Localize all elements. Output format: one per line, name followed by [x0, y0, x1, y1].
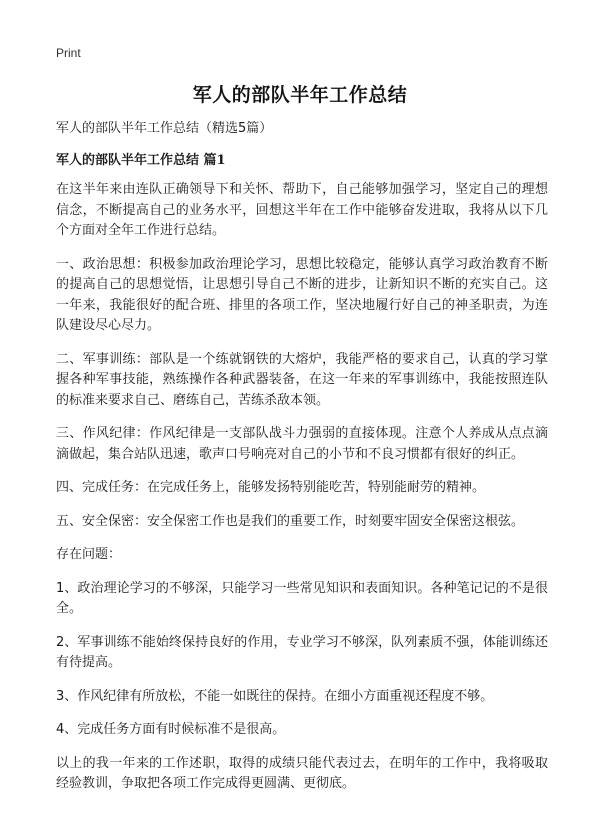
- paragraph-military-training: 二、军事训练：部队是一个练就钢铁的大熔炉，我能严格的要求自己，认真的学习掌握各种军事技能，熟练操作各种武器装备，在这一年来的军事训练中，我能按照连队的标准来要求自己、磨练自己，苦练杀敌本领。: [56, 351, 548, 408]
- section-heading: 军人的部队半年工作总结 篇1: [56, 153, 226, 168]
- paragraph-problem-4: 4、完成任务方面有时候标准不是很高。: [56, 722, 286, 737]
- paragraph-security: 五、安全保密：安全保密工作也是我们的重要工作，时刻要牢固安全保密这根弦。: [56, 513, 525, 529]
- paragraph-problem-2: 2、军事训练不能始终保持良好的作用，专业学习不够深，队列素质不强，体能训练还有待提高。: [56, 634, 548, 670]
- paragraph-tasks: 四、完成任务：在完成任务上，能够发扬特别能吃苦，特别能耐劳的精神。: [56, 480, 486, 495]
- paragraph-problem-1: 1、政治理论学习的不够深，只能学习一些常见知识和表面知识。各种笔记记的不是很全。: [56, 580, 548, 616]
- paragraph-conclusion: 以上的我一年来的工作述职，取得的成绩只能代表过去，在明年的工作中，我将吸取经验教训，争取把各项工作完成得更圆满、更彻底。: [56, 755, 548, 791]
- document-subtitle: 军人的部队半年工作总结（精选5篇）: [56, 121, 273, 136]
- paragraph-political: 一、政治思想：积极参加政治理论学习，思想比较稳定，能够认真学习政治教育不断的提高自己的思想觉悟，让思想引导自己不断的进步，让新知识不断的充实自己。这一年来，我能很好的配合班、排里的各项工作，坚决地履行好自己的神圣职责，为连队建设尽心尽力。: [56, 256, 548, 333]
- document-title: 军人的部队半年工作总结: [192, 84, 408, 106]
- paragraph-intro: 在这半年来由连队正确领导下和关怀、帮助下，自己能够加强学习，坚定自己的理想信念，不断提高自己的业务水平，回想这半年在工作中能够奋发进取，我将从以下几个方面对全年工作进行总结。: [56, 182, 548, 238]
- paragraph-discipline: 三、作风纪律：作风纪律是一支部队战斗力强弱的直接体现。注意个人养成从点点滴滴做起，集合站队迅速，歌声口号响亮对自己的小节和不良习惯都有很好的纠正。: [56, 426, 548, 462]
- paragraph-problem-3: 3、作风纪律有所放松，不能一如既往的保持。在细小方面重视还程度不够。: [56, 688, 494, 704]
- document-body: [56, 118, 548, 808]
- print-label: Print: [56, 46, 81, 60]
- paragraph-problems-heading: 存在问题：: [56, 547, 122, 562]
